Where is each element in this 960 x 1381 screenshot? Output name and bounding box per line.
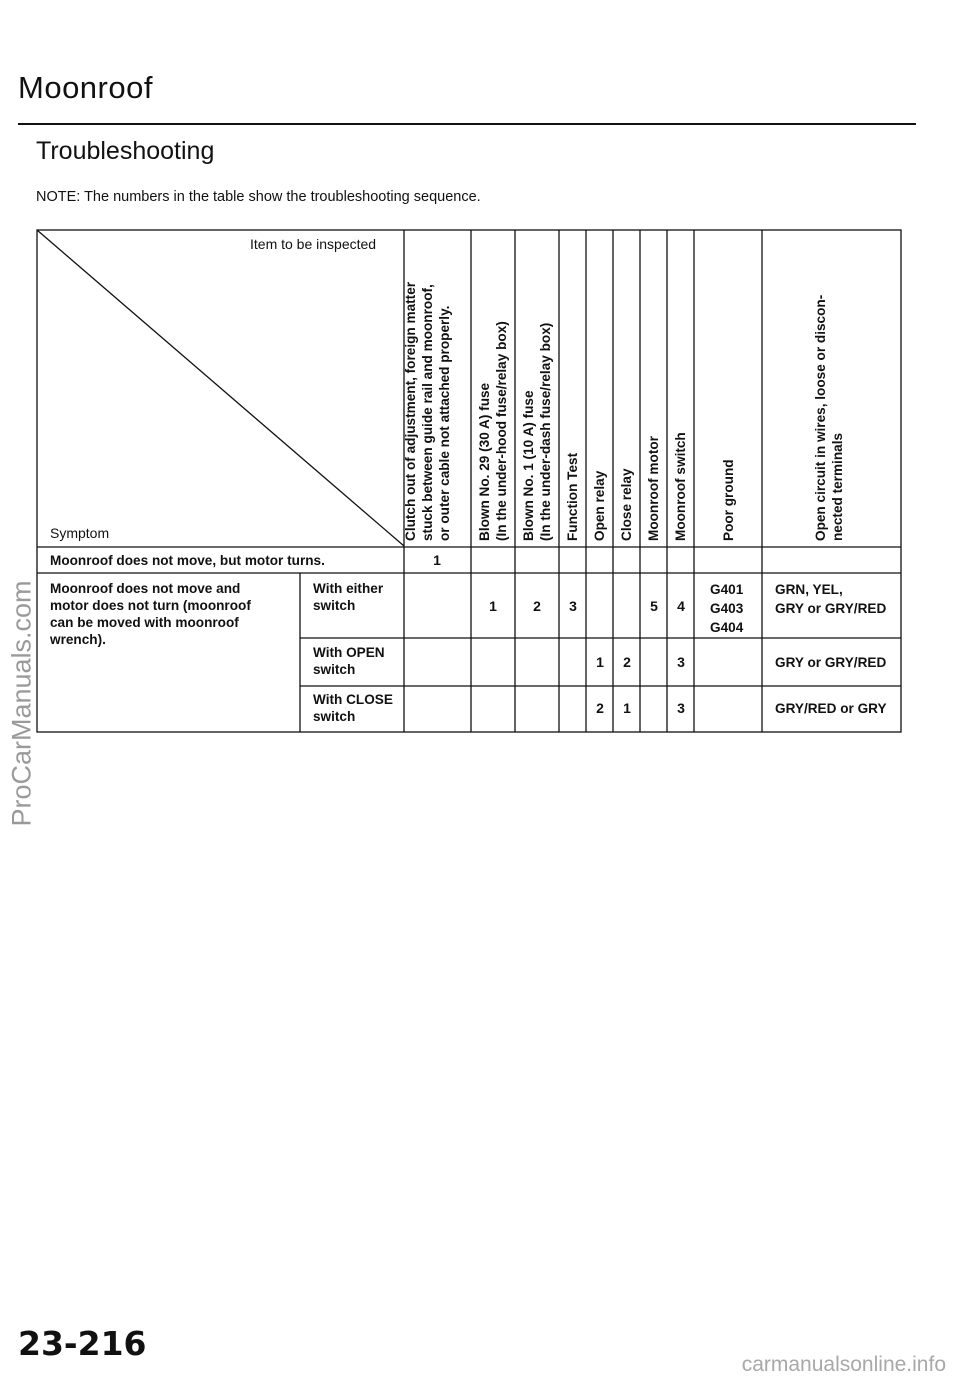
- wire-color-line: GRN, YEL,: [775, 582, 843, 597]
- bottom-watermark: carmanualsonline.info: [741, 1353, 946, 1376]
- column-header-line: or outer cable not attached properly.: [437, 305, 452, 541]
- ground-code: G404: [710, 620, 744, 635]
- column-header-line: Poor ground: [721, 459, 736, 541]
- sequence-number: 1: [596, 654, 604, 670]
- sequence-number: 2: [623, 654, 631, 670]
- wire-colors: GRY/RED or GRY: [775, 701, 887, 716]
- sequence-number: 2: [533, 598, 541, 614]
- condition-either-switch: [313, 580, 383, 614]
- column-header-line: Blown No. 1 (10 A) fuse: [521, 390, 536, 541]
- ground-code: G403: [710, 601, 744, 616]
- condition-line: With OPEN: [313, 645, 385, 660]
- column-header-clutch: [402, 282, 453, 541]
- ground-code: G401: [710, 582, 744, 597]
- symptom-line: can be moved with moonroof: [50, 615, 239, 630]
- column-header-moonroof-switch: [672, 432, 689, 541]
- condition-open-switch: [313, 644, 385, 678]
- corner-diagonal: [37, 230, 404, 546]
- symptom-line: wrench).: [50, 632, 106, 647]
- condition-line: switch: [313, 662, 356, 677]
- sequence-number: 3: [569, 598, 577, 614]
- column-header-moonroof-motor: [645, 436, 662, 541]
- condition-line: With either: [313, 581, 384, 596]
- sequence-number: 1: [489, 598, 497, 614]
- sequence-number: 3: [677, 700, 685, 716]
- table-border: [37, 230, 901, 732]
- column-header-line: Open circuit in wires, loose or discon-: [813, 294, 828, 541]
- column-header-line: Clutch out of adjustment, foreign matter: [403, 281, 418, 541]
- column-header-close-relay: [618, 468, 635, 541]
- column-header-line: Function Test: [565, 452, 580, 541]
- column-header-line: nected terminals: [830, 432, 845, 541]
- column-header-function-test: [564, 453, 581, 541]
- sequence-number: 4: [677, 598, 685, 614]
- column-header-line: Moonroof motor: [646, 436, 661, 541]
- corner-top-label: Item to be inspected: [250, 236, 377, 252]
- column-header-line: stuck between guide rail and moonroof,: [420, 284, 435, 541]
- wire-color-line: GRY or GRY/RED: [775, 601, 887, 616]
- column-header-open-relay: [591, 471, 608, 541]
- symptom-motor-turns: Moonroof does not move, but motor turns.: [50, 553, 325, 568]
- sequence-number: 5: [650, 598, 658, 614]
- symptom-line: Moonroof does not move and: [50, 581, 241, 596]
- table-note: NOTE: The numbers in the table show the troubleshooting sequence.: [36, 189, 481, 205]
- column-header-line: Moonroof switch: [673, 432, 688, 541]
- sequence-number: 2: [596, 700, 604, 716]
- symptom-motor-does-not-turn: [50, 580, 295, 648]
- column-header-line: Blown No. 29 (30 A) fuse: [477, 382, 492, 541]
- side-watermark: ProCarManuals.com: [6, 580, 37, 827]
- sequence-number: 1: [623, 700, 631, 716]
- column-header-line: Open relay: [592, 470, 607, 541]
- wire-colors: [775, 580, 886, 618]
- column-header-open-circuit: [812, 295, 846, 541]
- sequence-number: 3: [677, 654, 685, 670]
- column-header-line: (In the under-dash fuse/relay box): [538, 322, 553, 541]
- column-header-poor-ground: [720, 459, 737, 541]
- page-number: 23-216: [18, 1324, 147, 1363]
- corner-bottom-label: Symptom: [50, 525, 110, 541]
- condition-line: switch: [313, 709, 356, 724]
- condition-line: switch: [313, 598, 356, 613]
- ground-points: [710, 580, 743, 637]
- column-header-line: Close relay: [619, 468, 634, 541]
- column-header-line: (In the under-hood fuse/relay box): [494, 321, 509, 541]
- column-header-fuse-29: [476, 321, 510, 541]
- wire-colors: GRY or GRY/RED: [775, 655, 887, 670]
- page-title: Moonroof: [18, 70, 153, 105]
- condition-close-switch: [313, 691, 393, 725]
- column-header-fuse-1: [520, 323, 554, 541]
- section-subtitle: Troubleshooting: [36, 137, 215, 165]
- sequence-number: 1: [433, 552, 441, 568]
- symptom-line: motor does not turn (moonroof: [50, 598, 251, 613]
- condition-line: With CLOSE: [313, 692, 393, 707]
